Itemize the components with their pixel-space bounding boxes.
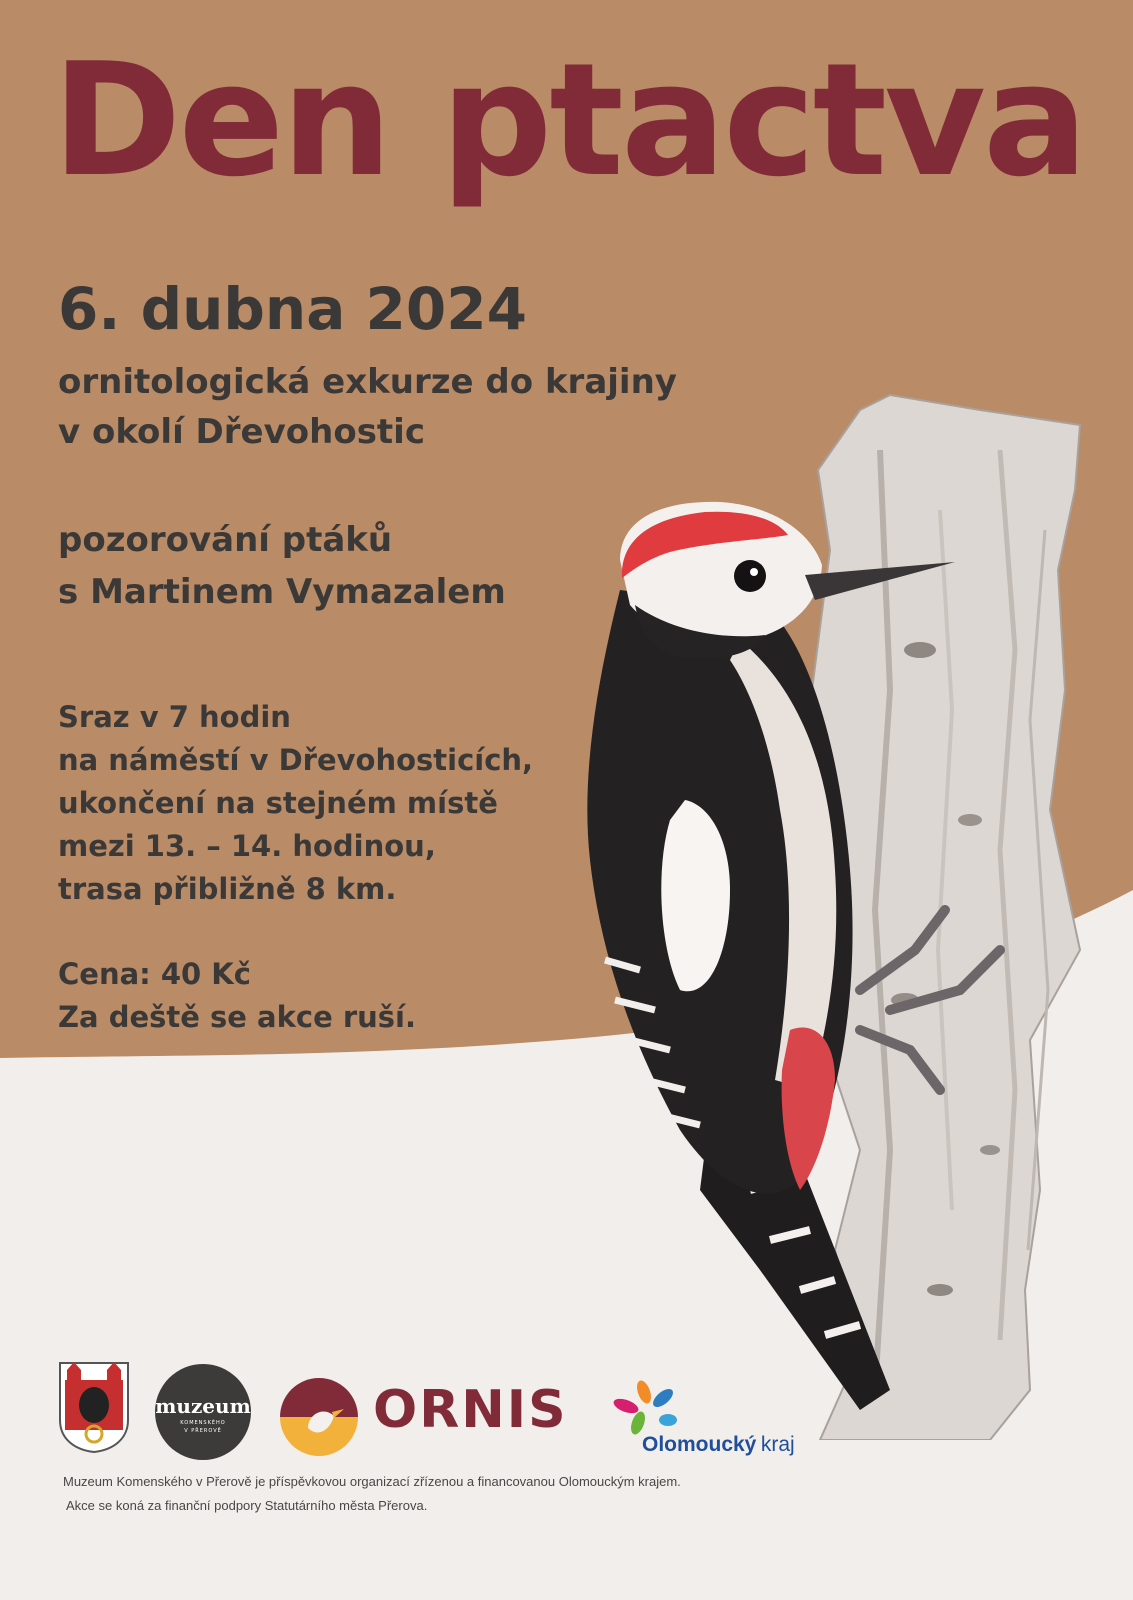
olomoucky-kraj-word: kraj: [760, 1433, 795, 1456]
muzeum-logo-icon: [155, 1364, 251, 1460]
meeting-line-1: Sraz v 7 hodin: [58, 700, 291, 734]
excursion-line-2: v okolí Dřevohostic: [58, 412, 425, 452]
observation-line-1: pozorování ptáků: [58, 520, 393, 560]
meeting-line-5: trasa přibližně 8 km.: [58, 872, 397, 906]
olomoucky-kraj-logo: [642, 1434, 795, 1455]
excursion-line-1: ornitologická exkurze do krajiny: [58, 362, 677, 402]
ornis-logo-icon: [278, 1376, 360, 1458]
muzeum-logo-text: muzeum: [155, 1394, 251, 1418]
rain-notice: Za deště se akce ruší.: [58, 1000, 417, 1034]
footer-line-2: Akce se koná za finanční podpory Statutárního města Přerova.: [66, 1498, 428, 1513]
meeting-line-4: mezi 13. – 14. hodinou,: [58, 829, 436, 863]
olomoucky-kraj-name: Olomoucký: [642, 1433, 757, 1456]
event-date: 6. dubna 2024: [58, 275, 527, 343]
ornis-logo-text: ORNIS: [373, 1380, 568, 1440]
muzeum-logo-subtext-2: V PŘEROVĚ: [184, 1428, 222, 1434]
price-line: Cena: 40 Kč: [58, 957, 251, 991]
meeting-line-3: ukončení na stejném místě: [58, 786, 498, 820]
prerov-coat-of-arms-icon: [57, 1360, 131, 1454]
olomoucky-kraj-flower-icon: [608, 1378, 688, 1438]
muzeum-logo-subtext: KOMENSKÉHO: [180, 1420, 226, 1426]
woodpecker-illustration: [560, 390, 1100, 1440]
footer-line-1: Muzeum Komenského v Přerově je příspěvkovou organizací zřízenou a financovanou Olomouckým krajem.: [63, 1474, 681, 1489]
observation-line-2: s Martinem Vymazalem: [58, 572, 506, 612]
meeting-line-2: na náměstí v Dřevohosticích,: [58, 743, 534, 777]
page-title: Den ptactva: [52, 29, 1086, 211]
